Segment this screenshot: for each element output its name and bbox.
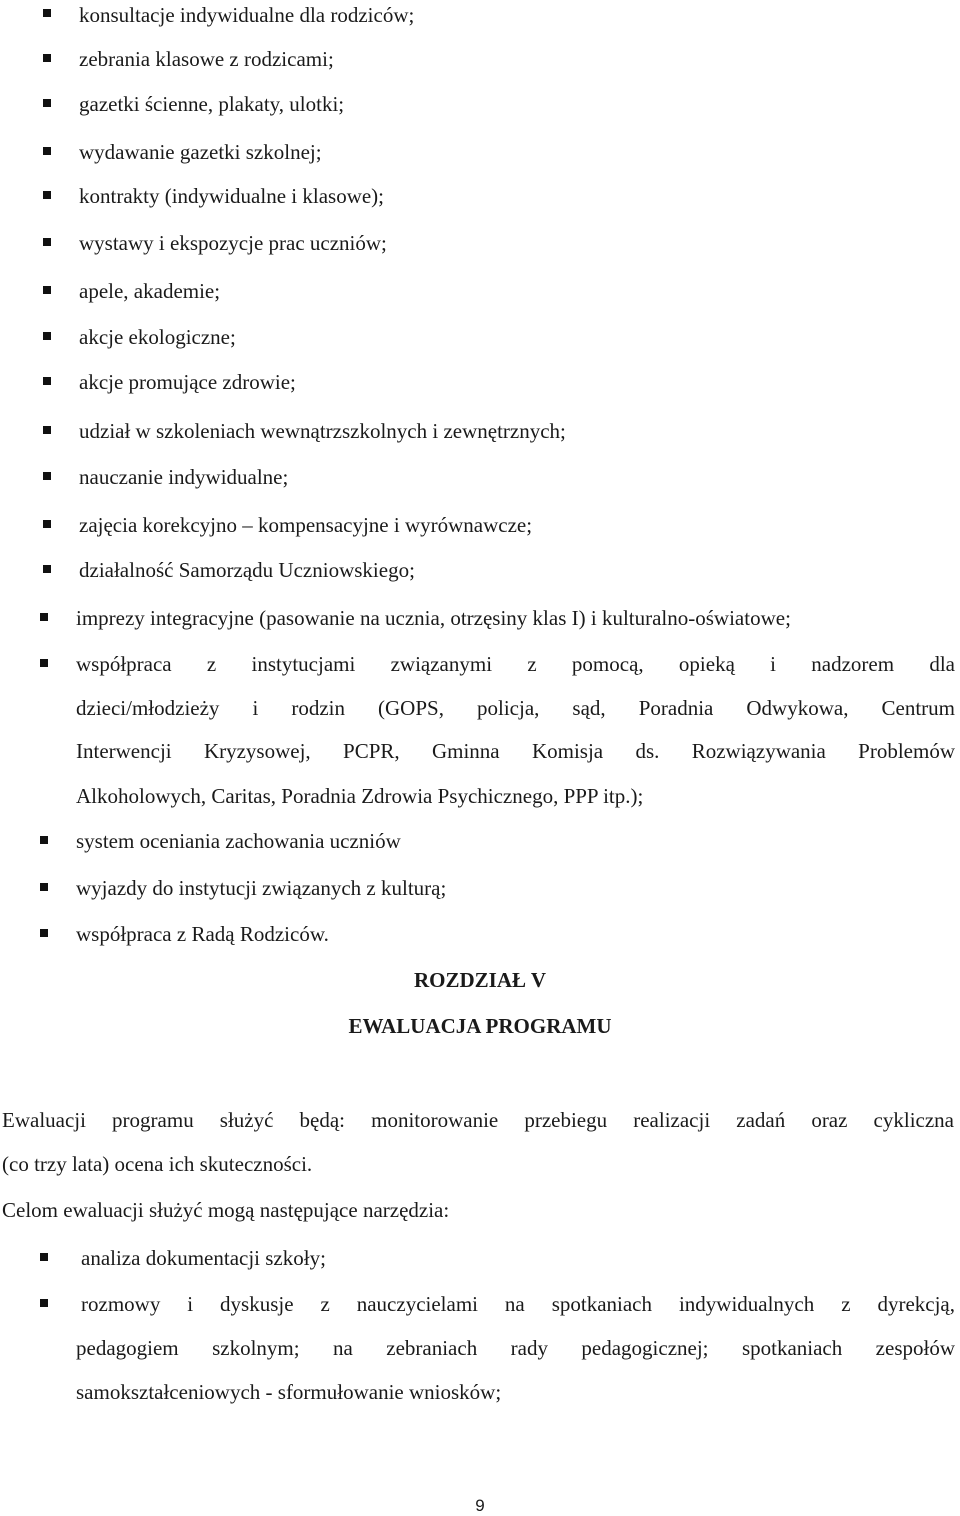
- bullet-icon: [43, 377, 51, 385]
- paragraph-line: Celom ewaluacji służyć mogą następujące narzędzia:: [2, 1198, 450, 1222]
- list-item-text: wydawanie gazetki szkolnej;: [79, 140, 322, 164]
- list-item-text: dzieci/młodzieży i rodzin (GOPS, policja, sąd, Poradnia Odwykowa, Centrum: [76, 696, 955, 720]
- list-item-text: zajęcia korekcyjno – kompensacyjne i wyrównawcze;: [79, 513, 533, 537]
- bullet-icon: [43, 99, 51, 107]
- list-item-text: akcje ekologiczne;: [79, 325, 236, 349]
- list-item-text: udział w szkoleniach wewnątrzszkolnych i zewnętrznych;: [79, 419, 566, 443]
- list-item-text: gazetki ścienne, plakaty, ulotki;: [79, 92, 345, 116]
- list-item-text: wystawy i ekspozycje prac uczniów;: [79, 231, 387, 255]
- chapter-title: EWALUACJA PROGRAMU: [348, 1014, 612, 1038]
- bullet-icon: [43, 238, 51, 246]
- list-item-text: Interwencji Kryzysowej, PCPR, Gminna Komisja ds. Rozwiązywania Problemów: [76, 739, 955, 763]
- list-item-text: wyjazdy do instytucji związanych z kulturą;: [76, 876, 447, 900]
- chapter-number: ROZDZIAŁ V: [413, 968, 547, 992]
- bullet-icon: [40, 1253, 48, 1261]
- list-item-text: nauczanie indywidualne;: [79, 465, 289, 489]
- list-item-text: analiza dokumentacji szkoły;: [81, 1246, 326, 1270]
- list-item-text: kontrakty (indywidualne i klasowe);: [79, 184, 385, 208]
- list-item-text: pedagogiem szkolnym; na zebraniach rady pedagogicznej; spotkaniach zespołów: [76, 1336, 955, 1360]
- bullet-icon: [43, 9, 51, 17]
- page-number: 9: [475, 1496, 485, 1515]
- list-item-text: współpraca z Radą Rodziców.: [76, 922, 329, 946]
- bullet-icon: [40, 836, 48, 844]
- bullet-icon: [43, 191, 51, 199]
- list-item-text: akcje promujące zdrowie;: [79, 370, 296, 394]
- bullet-icon: [43, 286, 51, 294]
- bullet-icon: [43, 426, 51, 434]
- bullet-icon: [40, 929, 48, 937]
- list-item-text: samokształceniowych - sformułowanie wniosków;: [76, 1380, 502, 1404]
- list-item-text: współpraca z instytucjami związanymi z pomocą, opieką i nadzorem dla: [76, 652, 955, 676]
- bullet-icon: [43, 147, 51, 155]
- list-item-text: konsultacje indywidualne dla rodziców;: [79, 3, 415, 27]
- bullet-icon: [40, 1299, 48, 1307]
- list-item-text: imprezy integracyjne (pasowanie na ucznia, otrzęsiny klas I) i kulturalno-oświatowe;: [76, 606, 791, 630]
- list-item-text: zebrania klasowe z rodzicami;: [79, 47, 334, 71]
- bullet-icon: [43, 332, 51, 340]
- bullet-icon: [40, 883, 48, 891]
- tools-intro-paragraph: [2, 1188, 954, 1232]
- list-item-text: system oceniania zachowania uczniów: [76, 829, 401, 853]
- bullet-icon: [43, 472, 51, 480]
- bullet-icon: [43, 565, 51, 573]
- list-item-text: rozmowy i dyskusje z nauczycielami na spotkaniach indywidualnych z dyrekcją,: [81, 1292, 955, 1316]
- bullet-icon: [40, 659, 48, 667]
- list-item-text: działalność Samorządu Uczniowskiego;: [79, 558, 415, 582]
- bullet-icon: [40, 613, 48, 621]
- list-item-text: apele, akademie;: [79, 279, 221, 303]
- bullet-icon: [43, 520, 51, 528]
- paragraph-line: (co trzy lata) ocena ich skuteczności.: [2, 1152, 313, 1176]
- paragraph-line: Ewaluacji programu służyć będą: monitorowanie przebiegu realizacji zadań oraz cykliczna: [2, 1108, 954, 1132]
- evaluation-paragraph: [2, 1098, 954, 1186]
- bullet-icon: [43, 54, 51, 62]
- list-item-text: Alkoholowych, Caritas, Poradnia Zdrowia Psychicznego, PPP itp.);: [76, 784, 644, 808]
